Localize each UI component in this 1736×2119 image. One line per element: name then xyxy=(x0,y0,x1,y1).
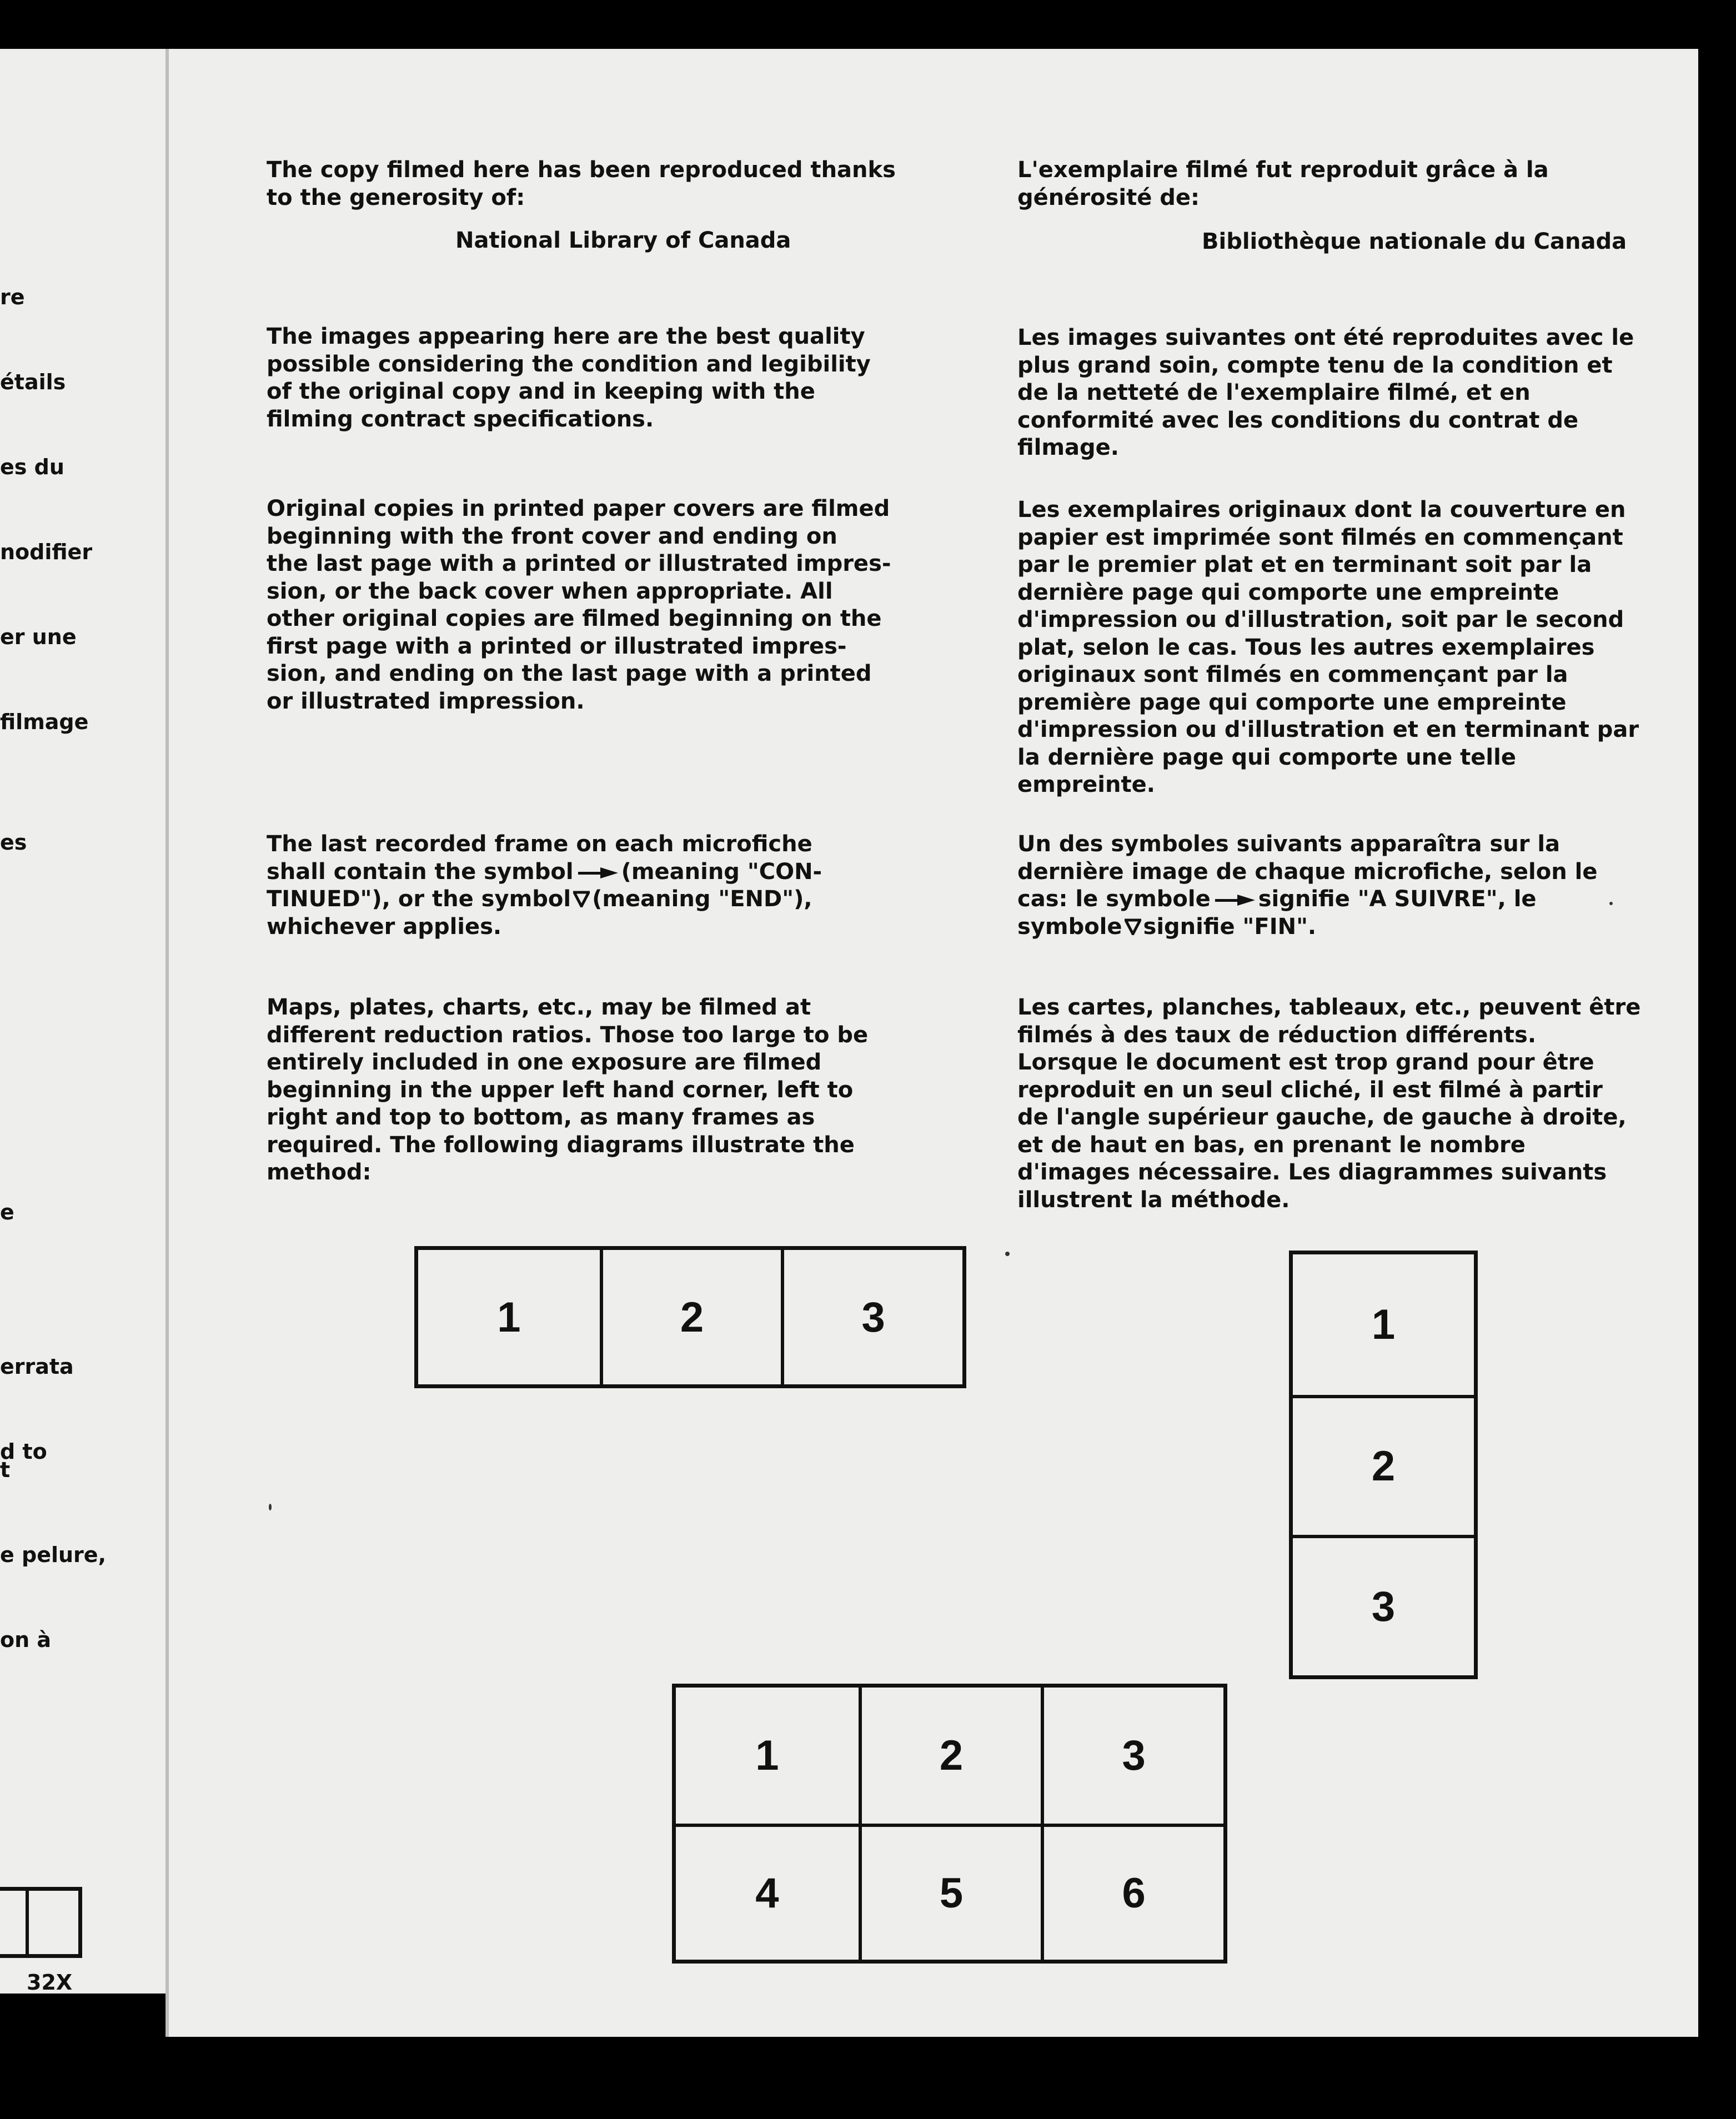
paragraph-line: required. The following diagrams illustrate the xyxy=(267,1132,855,1158)
paragraph-line: empreinte. xyxy=(1017,772,1155,797)
fr-institution: Bibliothèque nationale du Canada xyxy=(1202,229,1627,254)
paragraph-line: sion, and ending on the last page with a printed xyxy=(267,661,872,686)
fragment-text-block-5 xyxy=(0,1399,106,1711)
scale-box xyxy=(0,1891,26,1954)
paragraph-line: la dernière page qui comporte une telle xyxy=(1017,744,1516,770)
paragraph-line: et de haut en bas, en prenant le nombre xyxy=(1017,1132,1526,1158)
fragment-line: on à xyxy=(0,1628,52,1652)
frame-cell: 3 xyxy=(781,1250,962,1384)
scan-speck xyxy=(1005,1252,1010,1256)
reduction-scale-boxes xyxy=(0,1887,82,1958)
paragraph-line: dernière page qui comporte une empreinte xyxy=(1017,579,1559,605)
fragment-text-block-2 xyxy=(0,772,29,913)
en-institution: National Library of Canada xyxy=(455,228,791,253)
fragment-line: es xyxy=(0,830,27,855)
end-triangle-icon xyxy=(1125,918,1141,935)
diagram-vertical-frames xyxy=(1289,1251,1478,1679)
frame-cell: 2 xyxy=(1293,1395,1474,1535)
frame-cell: 1 xyxy=(755,1732,779,1779)
paragraph-line: illustrent la méthode. xyxy=(1017,1187,1290,1213)
paragraph-line: whichever applies. xyxy=(267,913,502,940)
frame-cell: 5 xyxy=(859,1824,1041,1960)
en-intro xyxy=(267,157,922,212)
reduction-scale-label: 32X xyxy=(27,1970,73,1994)
paragraph-line: Lorsque le document est trop grand pour être xyxy=(1017,1050,1594,1075)
paragraph-line: d'impression ou d'illustration, soit par le second xyxy=(1017,607,1624,632)
frame-cell: 4 xyxy=(676,1824,859,1960)
fr-intro-line: L'exemplaire filmé fut reproduit grâce à la xyxy=(1017,157,1549,183)
fr-intro-line: générosité de: xyxy=(1017,184,1200,210)
frame-cell: 3 xyxy=(1293,1535,1474,1675)
paragraph-line: sion, or the back cover when appropriate. All xyxy=(267,578,833,604)
en-intro-line: The copy filmed here has been reproduced thanks xyxy=(267,157,896,183)
paragraph-line: Maps, plates, charts, etc., may be filmed at xyxy=(267,995,811,1020)
text-run: TINUED"), or the symbol xyxy=(267,886,571,912)
paragraph-line: papier est imprimée sont filmés en commençant xyxy=(1017,524,1623,550)
text-run: symbole xyxy=(1017,913,1122,940)
paragraph-line: filmage. xyxy=(1017,435,1119,460)
diagram-grid-frames xyxy=(672,1684,1227,1964)
continued-arrow-icon xyxy=(578,867,618,878)
diagram-horizontal-frames xyxy=(414,1246,966,1388)
paragraph-line: Un des symboles suivants apparaîtra sur la xyxy=(1017,831,1561,857)
text-run: (meaning "CON- xyxy=(621,858,822,885)
paragraph-line: filming contract specifications. xyxy=(267,406,654,432)
en-intro-line: to the generosity of: xyxy=(267,184,525,210)
paragraph-line: possible considering the condition and legibility xyxy=(267,351,871,377)
fr-originals-paragraph xyxy=(1017,496,1673,799)
paragraph-line: d'impression ou d'illustration et en terminant par xyxy=(1017,717,1639,742)
paragraph-line xyxy=(267,886,922,913)
frame-cell: 6 xyxy=(1041,1824,1223,1960)
paragraph-line: or illustrated impression. xyxy=(267,688,585,714)
paragraph-line xyxy=(267,858,922,886)
fragment-text-block-1 xyxy=(0,227,92,793)
paragraph-line: method: xyxy=(267,1159,372,1185)
en-maps-paragraph xyxy=(267,994,922,1187)
fragment-line: e xyxy=(0,1200,14,1224)
scale-box xyxy=(26,1891,78,1954)
paragraph-line: first page with a printed or illustrated impres- xyxy=(267,633,847,659)
paragraph-line: de l'angle supérieur gauche, de gauche à droite, xyxy=(1017,1104,1627,1130)
paragraph-line: Les exemplaires originaux dont la couverture en xyxy=(1017,497,1626,523)
fr-intro xyxy=(1017,157,1673,212)
paragraph-line xyxy=(1017,913,1673,941)
paragraph-line: Les cartes, planches, tableaux, etc., peuvent être xyxy=(1017,995,1641,1020)
fragment-line: re xyxy=(0,285,25,309)
paragraph-line: The last recorded frame on each microfiche xyxy=(267,831,812,857)
adjacent-page-fragment xyxy=(0,49,173,1994)
paragraph-line: dernière image de chaque microfiche, selon le xyxy=(1017,858,1598,885)
paragraph-line: de la netteté de l'exemplaire filmé, et en xyxy=(1017,380,1531,405)
paragraph-line: plus grand soin, compte tenu de la condition et xyxy=(1017,352,1613,378)
fr-maps-paragraph xyxy=(1017,994,1673,1214)
fragment-line: d to xyxy=(0,1439,47,1464)
scan-speck xyxy=(1609,902,1613,905)
frame-cell: 1 xyxy=(497,1293,521,1341)
paragraph-line: conformité avec les conditions du contrat de xyxy=(1017,407,1579,433)
text-run: (meaning "END"), xyxy=(592,886,812,912)
paragraph-line: Original copies in printed paper covers are filmed xyxy=(267,496,890,521)
fragment-line: er une xyxy=(0,625,77,649)
frame-cell: 2 xyxy=(600,1250,781,1384)
paragraph-line: par le premier plat et en terminant soit par la xyxy=(1017,552,1592,578)
target-page xyxy=(165,49,1698,2037)
fragment-line: t xyxy=(0,1458,11,1482)
fr-quality-paragraph xyxy=(1017,324,1673,462)
end-triangle-icon xyxy=(573,891,590,907)
paragraph-line: The images appearing here are the best quality xyxy=(267,324,865,349)
fragment-line: nodifier xyxy=(0,540,93,564)
text-run: signifie "A SUIVRE", le xyxy=(1258,886,1537,912)
paragraph-line: different reduction ratios. Those too large to be xyxy=(267,1022,869,1048)
paragraph-line: filmés à des taux de réduction différents. xyxy=(1017,1022,1537,1048)
paragraph-line: beginning in the upper left hand corner, left to xyxy=(267,1077,854,1103)
frame-cell: 2 xyxy=(859,1688,1041,1824)
en-quality-paragraph xyxy=(267,323,922,433)
paragraph-line: originaux sont filmés en commençant par la xyxy=(1017,662,1568,687)
paragraph-line: right and top to bottom, as many frames as xyxy=(267,1104,815,1130)
paragraph-line: plat, selon le cas. Tous les autres exemplaires xyxy=(1017,634,1595,660)
text-run: signifie "FIN". xyxy=(1143,913,1317,940)
paragraph-line: the last page with a printed or illustrated impres- xyxy=(267,551,891,576)
fragment-line: es du xyxy=(0,455,64,479)
paragraph-line: d'images nécessaire. Les diagrammes suivants xyxy=(1017,1159,1607,1185)
paragraph-line xyxy=(1017,886,1673,913)
paragraph-line: entirely included in one exposure are filmed xyxy=(267,1050,822,1075)
paragraph-line: other original copies are filmed beginning on the xyxy=(267,606,882,631)
paragraph-line: of the original copy and in keeping with the xyxy=(267,379,815,404)
continued-arrow-icon xyxy=(1215,895,1255,906)
en-originals-paragraph xyxy=(267,495,922,715)
text-run: cas: le symbole xyxy=(1017,886,1211,912)
scan-speck xyxy=(269,1504,272,1510)
paragraph-line: première page qui comporte une empreinte xyxy=(1017,689,1567,715)
text-run: shall contain the symbol xyxy=(267,858,574,885)
fragment-line: errata xyxy=(0,1354,74,1379)
frame-cell: 1 xyxy=(1371,1300,1396,1348)
fr-symbols-paragraph xyxy=(1017,831,1673,941)
fragment-text-block-3 xyxy=(0,1142,29,1283)
fragment-line: étails xyxy=(0,370,66,394)
fragment-line: filmage xyxy=(0,710,89,734)
paragraph-line: Les images suivantes ont été reproduites avec le xyxy=(1017,325,1634,350)
frame-cell: 3 xyxy=(1041,1688,1223,1824)
fragment-line: e pelure, xyxy=(0,1543,107,1567)
paragraph-line: reproduit en un seul cliché, il est filmé à partir xyxy=(1017,1077,1603,1103)
paragraph-line: beginning with the front cover and ending on xyxy=(267,523,837,549)
en-symbols-paragraph xyxy=(267,831,922,941)
